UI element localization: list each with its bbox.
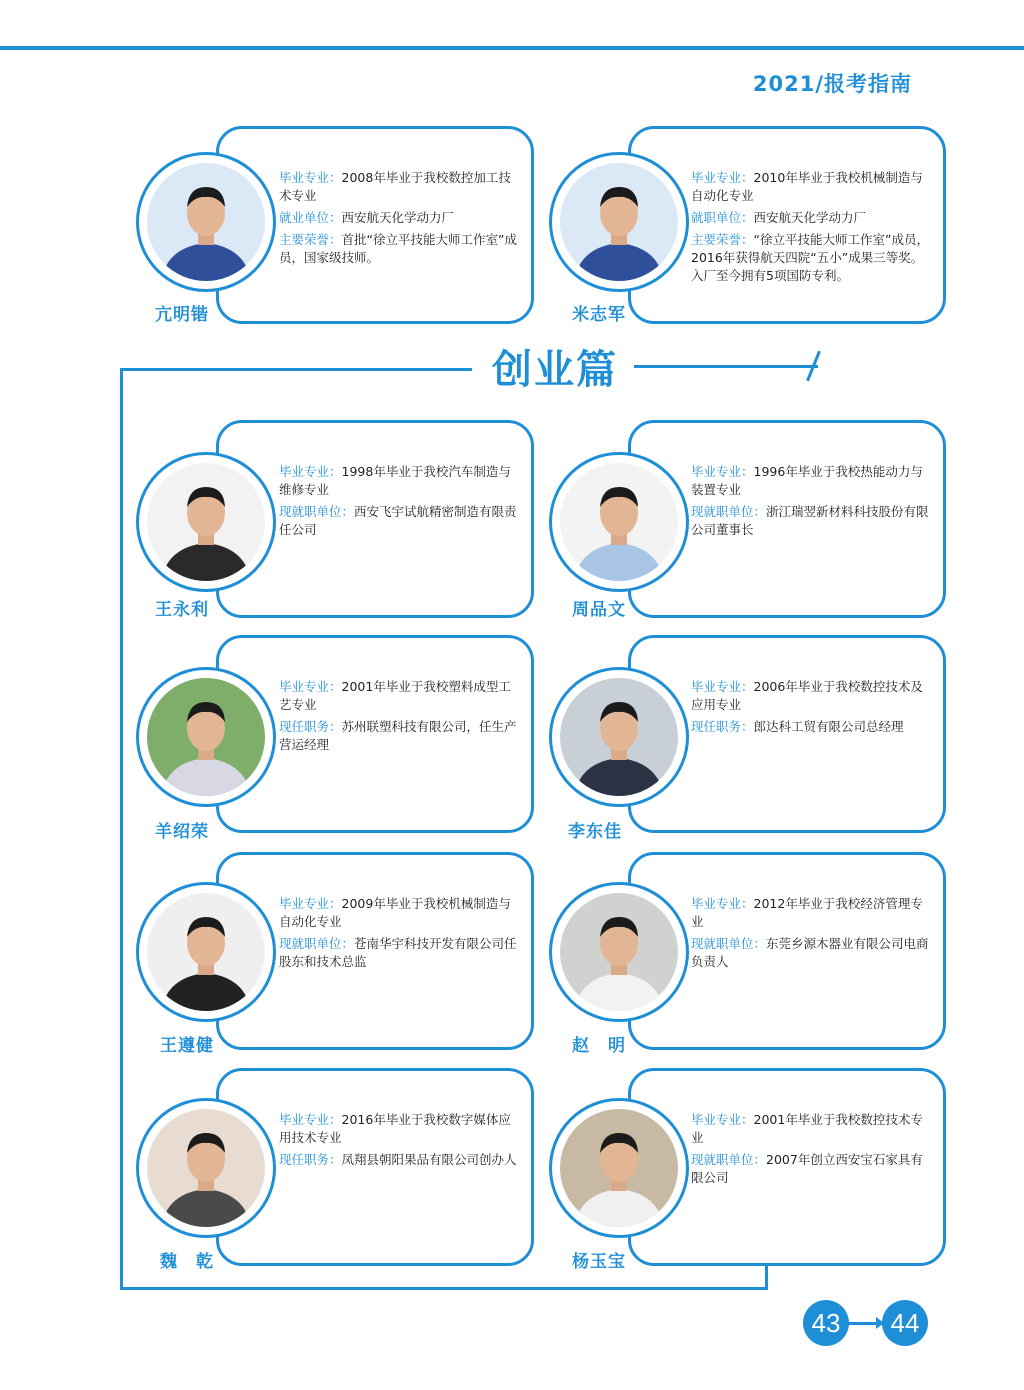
- profile-name: 周品文: [572, 600, 626, 620]
- profile-photo: [147, 163, 265, 281]
- profile-name: 杨玉宝: [572, 1252, 626, 1272]
- page-number-right: 44: [882, 1300, 928, 1346]
- profile-line-label: 毕业专业：: [279, 896, 342, 911]
- profile-line: [691, 895, 933, 931]
- profile-line: [279, 1151, 521, 1169]
- profile-line: [279, 1111, 521, 1147]
- profile-line-label: 毕业专业：: [691, 464, 754, 479]
- profile-photo-ring: [136, 1098, 276, 1238]
- profile-line-label: 现就职单位：: [691, 1152, 767, 1167]
- profile-photo: [147, 893, 265, 1011]
- profile-line: [691, 1151, 933, 1187]
- profile-line-label: 毕业专业：: [279, 1112, 342, 1127]
- profile-name: 羊绍荣: [155, 822, 209, 842]
- profile-line: [691, 935, 933, 971]
- profile-line-value: 首批“徐立平技能大师工作室”成员，国家级技师。: [279, 232, 517, 265]
- profile-line-value: 2009年毕业于我校机械制造与自动化专业: [279, 896, 511, 929]
- profile-photo: [147, 1109, 265, 1227]
- profile-line: [279, 895, 521, 931]
- profile-line: [691, 209, 933, 227]
- profile-line-value: 2001年毕业于我校塑料成型工艺专业: [279, 679, 511, 712]
- profile-line-label: 现就职单位：: [691, 936, 767, 951]
- page-header-title: 2021/报考指南: [752, 72, 912, 96]
- profile-text: [279, 678, 521, 758]
- profile-photo: [560, 1109, 678, 1227]
- profile-line-label: 现任职务：: [279, 719, 342, 734]
- profile-line-value: 西安航天化学动力厂: [341, 210, 455, 225]
- profile-photo: [147, 678, 265, 796]
- profile-line: [691, 718, 933, 736]
- profile-line: [691, 463, 933, 499]
- profile-line-value: 2012年毕业于我校经济管理专业: [691, 896, 923, 929]
- profile-photo: [560, 893, 678, 1011]
- profile-photo-ring: [136, 452, 276, 592]
- profile-line-value: 苏州联塑科技有限公司，任生产营运经理: [279, 719, 517, 752]
- profile-line: [279, 935, 521, 971]
- profile-line-label: 毕业专业：: [691, 896, 754, 911]
- profile-text: [279, 1111, 521, 1173]
- profile-text: [691, 169, 933, 289]
- profile-photo-ring: [549, 882, 689, 1022]
- profile-name: 王永利: [155, 600, 209, 620]
- profile-line-label: 毕业专业：: [279, 679, 342, 694]
- profile-line-label: 现任职务：: [279, 1152, 342, 1167]
- profile-name: 魏 乾: [160, 1252, 214, 1272]
- profile-name: 米志军: [572, 305, 626, 325]
- profile-line-value: 西安航天化学动力厂: [753, 210, 867, 225]
- profile-line-label: 毕业专业：: [279, 170, 342, 185]
- profile-line-value: 2016年毕业于我校数字媒体应用技术专业: [279, 1112, 511, 1145]
- profile-line-value: 郎达科工贸有限公司总经理: [753, 719, 904, 734]
- profile-text: [691, 1111, 933, 1191]
- profile-line-label: 就职单位：: [691, 210, 754, 225]
- profile-text: [279, 895, 521, 975]
- profile-photo-ring: [549, 152, 689, 292]
- profile-line-value: “徐立平技能大师工作室”成员，2016年获得航天四院“五小”成果三等奖。入厂至今拥有5项国防专利。: [691, 232, 929, 283]
- profile-line: [279, 503, 521, 539]
- profile-line-label: 毕业专业：: [691, 679, 754, 694]
- profile-name: 赵 明: [572, 1036, 626, 1056]
- profile-line: [279, 231, 521, 267]
- profile-text: [279, 169, 521, 271]
- profile-photo-ring: [549, 667, 689, 807]
- profile-line-value: 2007年创立西安宝石家具有限公司: [691, 1152, 923, 1185]
- profile-line-value: 浙江瑞翌新材料科技股份有限公司董事长: [691, 504, 929, 537]
- profile-text: [691, 463, 933, 543]
- section-frame-bottom: [120, 1287, 768, 1290]
- profile-line-label: 毕业专业：: [691, 1112, 754, 1127]
- profile-text: [691, 678, 933, 740]
- profile-photo: [147, 463, 265, 581]
- section-title: 创业篇: [492, 347, 618, 393]
- profile-name: 王遵健: [160, 1036, 214, 1056]
- profile-line: [691, 169, 933, 205]
- profile-line-value: 1998年毕业于我校汽车制造与维修专业: [279, 464, 511, 497]
- profile-line-value: 苍南华宇科技开发有限公司任股东和技术总监: [279, 936, 517, 969]
- profile-line-value: 凤翔县朝阳果品有限公司创办人: [341, 1152, 517, 1167]
- profile-line: [691, 678, 933, 714]
- top-rule: [0, 46, 1024, 50]
- profile-photo: [560, 463, 678, 581]
- profile-line-value: 西安飞宇试航精密制造有限责任公司: [279, 504, 517, 537]
- profile-line-label: 主要荣誉：: [279, 232, 342, 247]
- profile-photo-ring: [549, 1098, 689, 1238]
- profile-line-value: 东莞乡源木器业有限公司电商负责人: [691, 936, 929, 969]
- section-frame-top: [120, 368, 472, 371]
- section-frame-left: [120, 368, 123, 1290]
- profile-line: [279, 209, 521, 227]
- profile-line-label: 毕业专业：: [279, 464, 342, 479]
- profile-line-label: 主要荣誉：: [691, 232, 754, 247]
- page-number-left: 43: [803, 1300, 849, 1346]
- profile-name: 亢明锴: [155, 305, 209, 325]
- profile-line-label: 现就职单位：: [691, 504, 767, 519]
- profile-line: [279, 718, 521, 754]
- section-frame-right: [765, 1262, 768, 1290]
- profile-photo-ring: [136, 667, 276, 807]
- profile-line: [691, 1111, 933, 1147]
- profile-line: [279, 463, 521, 499]
- profile-line-label: 现就职单位：: [279, 504, 355, 519]
- profile-line-value: 1996年毕业于我校热能动力与装置专业: [691, 464, 923, 497]
- profile-photo-ring: [136, 882, 276, 1022]
- profile-text: [691, 895, 933, 975]
- profile-line-label: 毕业专业：: [691, 170, 754, 185]
- profile-line-value: 2008年毕业于我校数控加工技术专业: [279, 170, 511, 203]
- profile-line-value: 2006年毕业于我校数控技术及应用专业: [691, 679, 923, 712]
- profile-name: 李东佳: [568, 822, 622, 842]
- section-title-line: [634, 365, 818, 368]
- profile-photo: [560, 678, 678, 796]
- profile-line-label: 现任职务：: [691, 719, 754, 734]
- profile-line-label: 现就职单位：: [279, 936, 355, 951]
- profile-line-label: 就业单位：: [279, 210, 342, 225]
- profile-line: [279, 169, 521, 205]
- profile-line-value: 2010年毕业于我校机械制造与自动化专业: [691, 170, 923, 203]
- profile-line: [279, 678, 521, 714]
- profile-photo-ring: [549, 452, 689, 592]
- profile-line: [691, 503, 933, 539]
- profile-photo: [560, 163, 678, 281]
- profile-photo-ring: [136, 152, 276, 292]
- profile-text: [279, 463, 521, 543]
- profile-line-value: 2001年毕业于我校数控技术专业: [691, 1112, 923, 1145]
- profile-line: [691, 231, 933, 285]
